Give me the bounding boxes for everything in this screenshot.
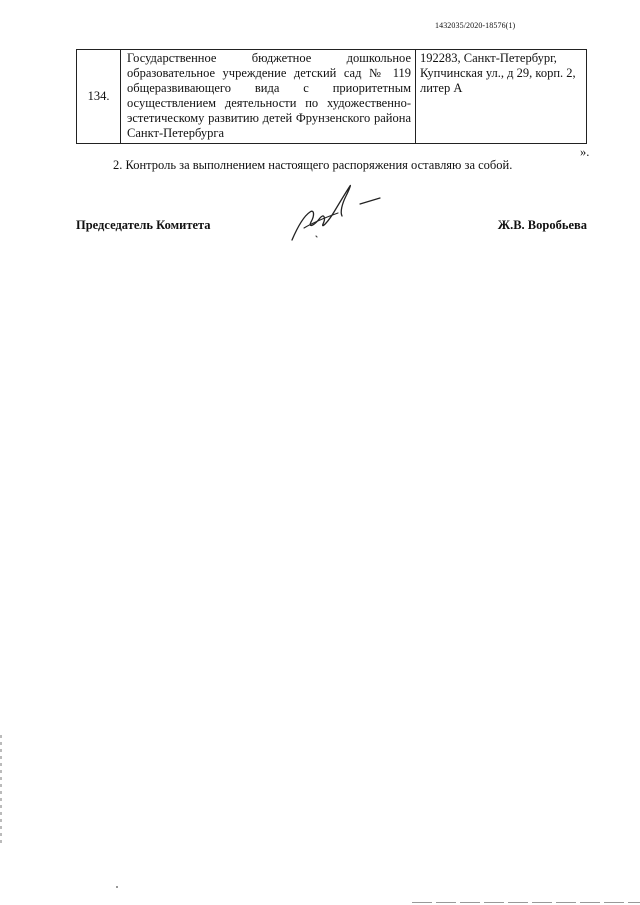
scan-edge-mark [0,735,2,845]
item-2-text: 2. Контроль за выполнением настоящего распоряжения оставляю за собой. [113,158,513,172]
signatory-name: Ж.В. Воробьева [497,218,587,232]
handwritten-signature [284,182,384,246]
row-number: 134. [77,50,121,144]
institution-name-cell [121,50,416,144]
document-number: 1432035/2020-18576(1) [435,21,516,30]
closing-quote: ». [580,145,590,159]
institutions-table [76,49,587,144]
institution-name: Государственное бюджетное дошкольное образовательное учреждение детский сад № 119 общеразвивающего вида с приоритетным осуществлением деятельности по художественно-эстетическому развитию детей Фрунзенского района Санкт-Петербурга [127,51,411,140]
scan-edge-mark [412,902,640,903]
signatory-title: Председатель Комитета [76,218,211,232]
address-line: литер А [420,81,463,95]
address-line: Купчинская ул., д 29, корп. 2, [420,66,576,80]
scan-dot-mark [116,886,118,888]
address-line: 192283, Санкт-Петербург, [420,51,557,65]
table-row [77,50,587,144]
institution-address-cell [416,50,587,144]
